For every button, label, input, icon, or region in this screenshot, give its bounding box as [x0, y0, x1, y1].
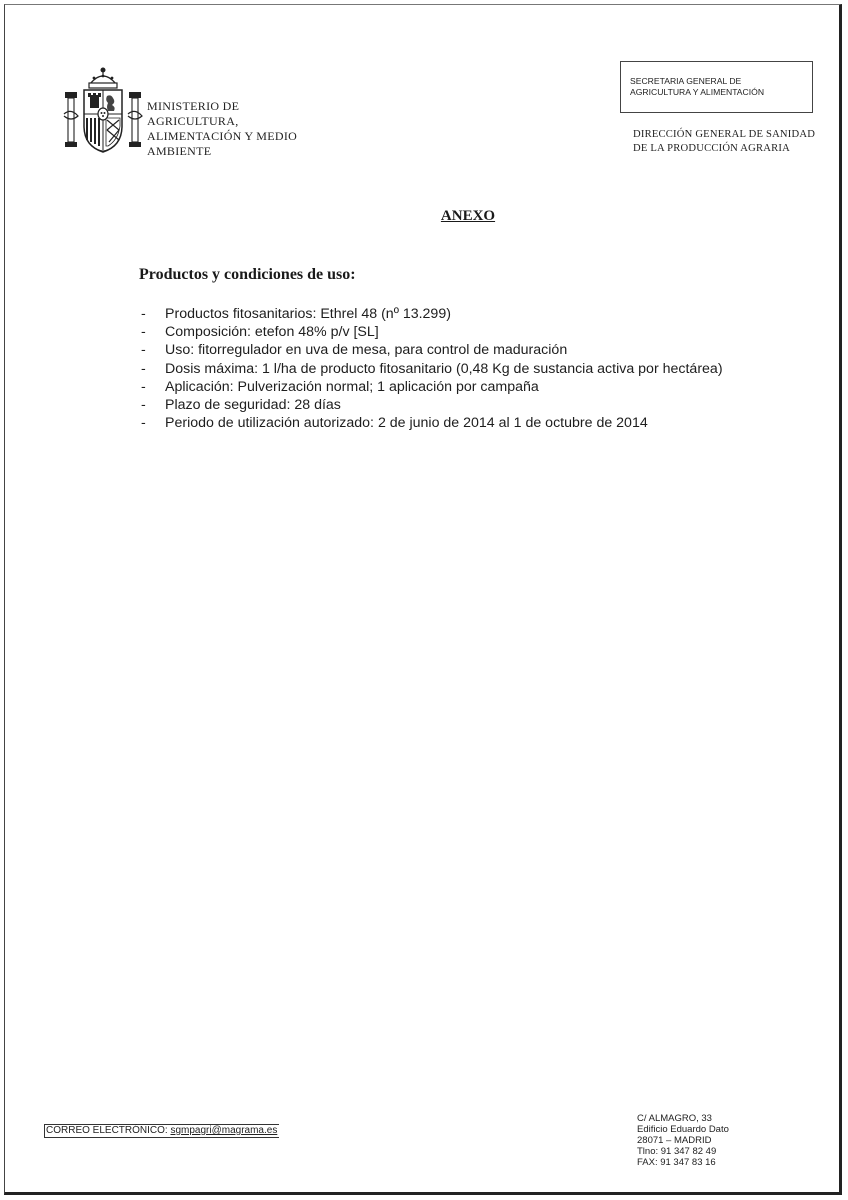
secretaria-line: AGRICULTURA Y ALIMENTACIÓN — [630, 87, 765, 97]
ministry-line: ALIMENTACIÓN Y MEDIO — [147, 129, 298, 143]
list-item — [139, 414, 759, 432]
secretaria-line: SECRETARIA GENERAL DE — [630, 76, 742, 86]
page-frame — [4, 4, 842, 1195]
spanish-coat-of-arms-icon — [62, 64, 144, 158]
section-heading: Productos y condiciones de uso: — [139, 266, 356, 283]
list-item-text: Uso: fitorregulador en uva de mesa, para control de maduración — [165, 342, 568, 359]
bullet-dash: - — [141, 397, 146, 414]
direccion-line: DIRECCIÓN GENERAL DE SANIDAD — [633, 129, 816, 140]
secretaria-general-box — [620, 61, 813, 113]
direccion-line: DE LA PRODUCCIÓN AGRARIA — [633, 143, 790, 154]
document-title: ANEXO — [440, 208, 496, 224]
list-item — [139, 341, 759, 359]
bullet-dash: - — [141, 324, 146, 341]
list-item-text: Periodo de utilización autorizado: 2 de junio de 2014 al 1 de octubre de 2014 — [165, 415, 648, 432]
list-item — [139, 305, 759, 323]
list-item-text: Composición: etefon 48% p/v [SL] — [165, 324, 379, 341]
address-line: Tlno: 91 347 82 49 — [637, 1146, 717, 1157]
list-item — [139, 396, 759, 414]
footer-email — [44, 1124, 279, 1138]
address-line: C/ ALMAGRO, 33 — [637, 1113, 712, 1124]
bullet-dash: - — [141, 415, 146, 432]
list-item — [139, 360, 759, 378]
list-item-text: Plazo de seguridad: 28 días — [165, 397, 341, 414]
bullet-dash: - — [141, 306, 146, 322]
ministry-line: AMBIENTE — [147, 144, 212, 158]
ministry-line: MINISTERIO DE — [147, 99, 240, 113]
list-item-text: Productos fitosanitarios: Ethrel 48 (nº 13.299) — [165, 306, 451, 322]
address-line: 28071 – MADRID — [637, 1135, 712, 1146]
list-item-text: Aplicación: Pulverización normal; 1 aplicación por campaña — [165, 378, 539, 395]
list-item — [139, 323, 759, 341]
ministry-line: AGRICULTURA, — [147, 114, 239, 128]
email-link[interactable]: sgmpagri@magrama.es — [170, 1125, 278, 1136]
footer-address — [637, 1113, 729, 1168]
conditions-list — [139, 305, 759, 432]
ministry-name — [147, 99, 347, 159]
list-item-text: Dosis máxima: 1 l/ha de producto fitosanitario (0,48 Kg de sustancia activa por hectárea) — [165, 360, 723, 377]
bullet-dash: - — [141, 342, 146, 359]
direccion-general — [633, 128, 815, 156]
address-line: FAX: 91 347 83 16 — [637, 1157, 716, 1168]
bullet-dash: - — [141, 378, 146, 395]
email-label: CORREO ELECTRÓNICO: — [46, 1125, 168, 1136]
list-item — [139, 378, 759, 396]
bullet-dash: - — [141, 360, 146, 377]
address-line: Edificio Eduardo Dato — [637, 1124, 729, 1135]
